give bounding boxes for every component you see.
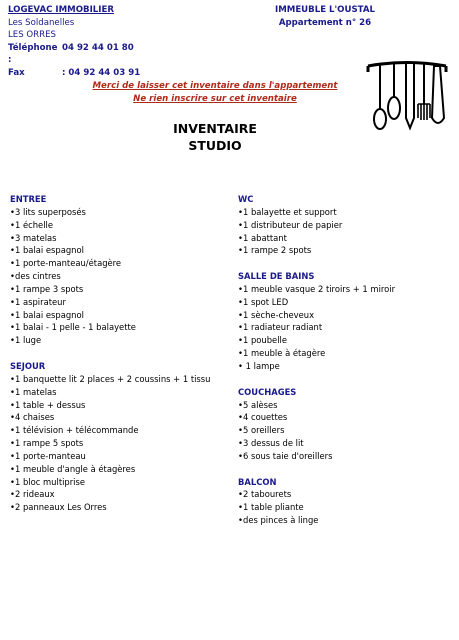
list-item: •1 balai espagnol [10,245,84,256]
list-item: •1 radiateur radiant [238,322,323,333]
phone-label: Téléphone : [8,42,58,66]
list-item: •2 rideaux [10,489,55,500]
list-item: •1 spot LED [238,296,289,307]
list-item: •1 meuble d'angle à étagères [10,463,136,474]
list-item: •1 rampe 5 spots [10,438,84,449]
list-item: •1 balai espagnol [10,309,84,320]
fax-label: Fax [8,67,25,78]
section-title: WC [238,194,254,204]
list-item: •5 alèses [238,399,278,410]
list-item: •1 distributeur de papier [238,219,343,230]
list-item: • 1 lampe [238,360,280,371]
agency-address-line1: Les Soldanelles [8,17,75,28]
section-wc [238,193,453,257]
inventory-notice [90,80,340,105]
inventory-column-left [10,193,230,527]
list-item: •1 porte-manteau/étagère [10,258,122,269]
list-item: •1 balai - 1 pelle - 1 balayette [10,322,136,333]
section-title: SEJOUR [10,360,46,371]
list-item: •1 porte-manteau [10,450,86,461]
section-title: SALLE DE BAINS [238,271,315,282]
section-salle-de-bains [238,270,453,373]
agency-contact-block [8,4,208,80]
list-item: •4 chaises [10,412,55,423]
list-item: •6 sous taie d'oreillers [238,450,333,461]
list-item: •1 balayette et support [238,206,337,217]
document-title [130,120,300,154]
agency-fax-row [8,67,208,80]
list-item: •des cintres [10,271,61,282]
kitchen-utensils-icon [366,58,448,136]
section-sejour [10,360,230,514]
list-item: •1 bloc multiprise [10,476,86,487]
section-balcon [238,476,453,527]
list-item: •1 poubelle [238,335,288,346]
list-item: •2 tabourets [238,489,292,500]
phone-number: 04 92 44 01 80 [62,42,134,53]
inventory-column-right [238,193,453,540]
list-item: •2 panneaux Les Orres [10,502,107,513]
list-item: •1 sèche-cheveux [238,309,315,320]
section-entree [10,193,230,347]
list-item: •1 rampe 3 spots [10,283,84,294]
notice-line2: Ne rien inscrire sur cet inventaire [133,93,297,104]
list-item: •1 rampe 2 spots [238,245,312,256]
agency-address-line2: LES ORRES [8,30,56,41]
list-item: •4 couettes [238,412,288,423]
section-couchages [238,386,453,463]
list-item: •3 lits superposés [10,206,86,217]
list-item: •1 échelle [10,219,54,230]
agency-phone-row [8,42,208,67]
apartment-number: Appartement n° 26 [278,17,372,28]
list-item: •1 table pliante [238,502,304,513]
section-title: BALCON [238,476,277,487]
title-studio: STUDIO [188,138,242,153]
list-item: •5 oreillers [238,425,285,436]
list-item: •3 matelas [10,232,57,243]
section-title: ENTREE [10,194,47,204]
section-title: COUCHAGES [238,386,297,397]
list-item: •1 meuble vasque 2 tiroirs + 1 miroir [238,283,396,294]
list-item: •1 aspirateur [10,296,66,307]
list-item: •1 télévision + télécommande [10,425,139,436]
list-item: •1 table + dessus [10,399,86,410]
building-info-block [262,4,388,29]
list-item: •1 meuble à étagère [238,348,326,359]
list-item: •1 luge [10,335,42,346]
title-inventaire: INVENTAIRE [173,121,257,136]
list-item: •1 matelas [10,386,57,397]
notice-line1: Merci de laisser cet inventaire dans l'appartement [92,81,338,91]
list-item: •des pinces à linge [238,515,319,526]
list-item: •1 banquette lit 2 places + 2 coussins + 1 tissu [10,373,211,384]
building-name: IMMEUBLE L'OUSTAL [275,5,375,15]
fax-number: : 04 92 44 03 91 [62,67,141,78]
list-item: •3 dessus de lit [238,438,304,449]
agency-name: LOGEVAC IMMOBILIER [8,5,114,15]
list-item: •1 abattant [238,232,287,243]
